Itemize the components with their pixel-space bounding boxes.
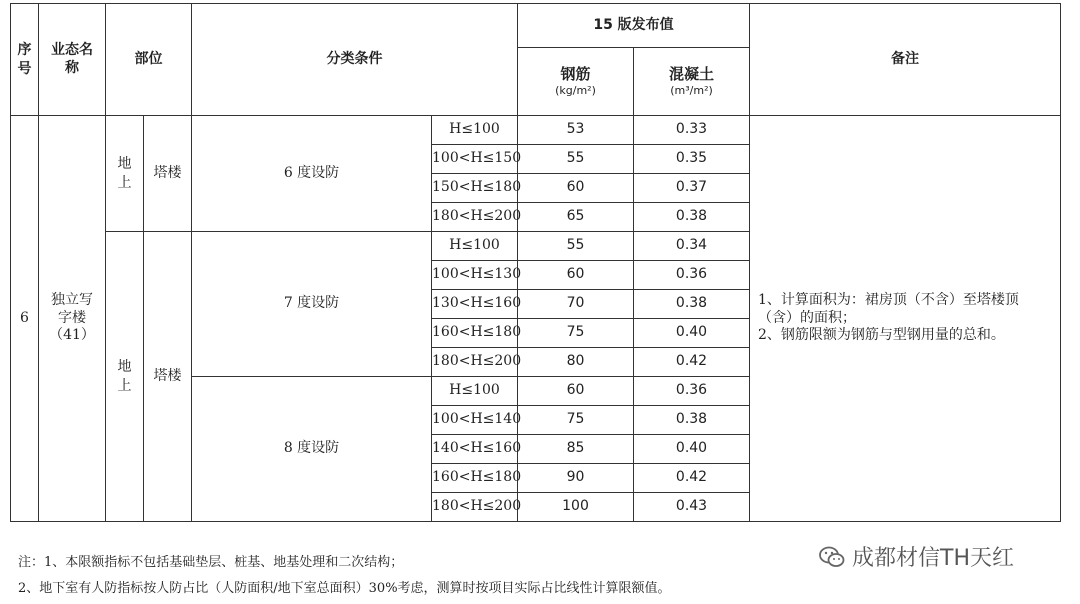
row-tower-1: 塔楼 [144, 116, 192, 232]
row-part-lower: 地上 [106, 232, 144, 522]
concrete-cell: 0.40 [634, 319, 750, 348]
concrete-cell: 0.36 [634, 261, 750, 290]
condition-cell: 6 度设防 [192, 116, 432, 232]
row-tower-2: 塔楼 [144, 232, 192, 522]
concrete-cell: 0.43 [634, 493, 750, 522]
concrete-cell: 0.35 [634, 145, 750, 174]
height-cell: H≤100 [432, 232, 518, 261]
condition-cell: 8 度设防 [192, 377, 432, 522]
height-cell: 160<H≤180 [432, 464, 518, 493]
steel-cell: 60 [518, 377, 634, 406]
header-remark: 备注 [750, 4, 1061, 116]
header-condition: 分类条件 [192, 4, 518, 116]
steel-cell: 85 [518, 435, 634, 464]
footnotes [18, 550, 671, 602]
steel-cell: 60 [518, 174, 634, 203]
height-cell: 140<H≤160 [432, 435, 518, 464]
concrete-cell: 0.40 [634, 435, 750, 464]
quota-table [10, 3, 1061, 522]
row-seq: 6 [11, 116, 39, 522]
table-row [11, 116, 1061, 145]
header-part: 部位 [106, 4, 192, 116]
height-cell: 180<H≤200 [432, 348, 518, 377]
footnote-2: 2、地下室有人防指标按人防占比（人防面积/地下室总面积）30%考虑，测算时按项目实际占比线性计算限额值。 [18, 581, 671, 596]
header-release: 15 版发布值 [518, 4, 750, 48]
steel-cell: 55 [518, 145, 634, 174]
steel-cell: 55 [518, 232, 634, 261]
concrete-cell: 0.36 [634, 377, 750, 406]
remark-1: 1、计算面积为：裙房顶（不含）至塔楼顶（含）的面积； [758, 292, 1019, 326]
steel-cell: 75 [518, 319, 634, 348]
steel-cell: 65 [518, 203, 634, 232]
header-type: 业态名称 [39, 4, 106, 116]
steel-cell: 75 [518, 406, 634, 435]
concrete-cell: 0.38 [634, 203, 750, 232]
height-cell: 100<H≤150 [432, 145, 518, 174]
height-cell: 150<H≤180 [432, 174, 518, 203]
height-cell: 100<H≤130 [432, 261, 518, 290]
concrete-cell: 0.37 [634, 174, 750, 203]
height-cell: 180<H≤200 [432, 493, 518, 522]
concrete-cell: 0.42 [634, 464, 750, 493]
steel-cell: 100 [518, 493, 634, 522]
condition-cell: 7 度设防 [192, 232, 432, 377]
footnote-1: 注：1、本限额指标不包括基础垫层、桩基、地基处理和二次结构； [18, 555, 404, 570]
height-cell: 100<H≤140 [432, 406, 518, 435]
height-cell: H≤100 [432, 377, 518, 406]
height-cell: 180<H≤200 [432, 203, 518, 232]
steel-cell: 53 [518, 116, 634, 145]
row-part-upper: 地上 [106, 116, 144, 232]
header-steel: 钢筋 (kg/m²) [518, 48, 634, 116]
concrete-cell: 0.42 [634, 348, 750, 377]
steel-cell: 80 [518, 348, 634, 377]
row-type: 独立写字楼（41） [39, 116, 106, 522]
concrete-cell: 0.34 [634, 232, 750, 261]
remark-cell [750, 116, 1061, 522]
header-concrete: 混凝土 (m³/m²) [634, 48, 750, 116]
height-cell: 130<H≤160 [432, 290, 518, 319]
height-cell: H≤100 [432, 116, 518, 145]
wechat-icon [818, 545, 846, 569]
concrete-cell: 0.38 [634, 290, 750, 319]
concrete-cell: 0.33 [634, 116, 750, 145]
header-seq: 序号 [11, 4, 39, 116]
steel-cell: 60 [518, 261, 634, 290]
watermark [818, 541, 1014, 572]
height-cell: 160<H≤180 [432, 319, 518, 348]
remark-2: 2、钢筋限额为钢筋与型钢用量的总和。 [758, 327, 1005, 344]
steel-cell: 90 [518, 464, 634, 493]
steel-cell: 70 [518, 290, 634, 319]
concrete-cell: 0.38 [634, 406, 750, 435]
watermark-text: 成都材信TH天红 [852, 546, 1014, 571]
